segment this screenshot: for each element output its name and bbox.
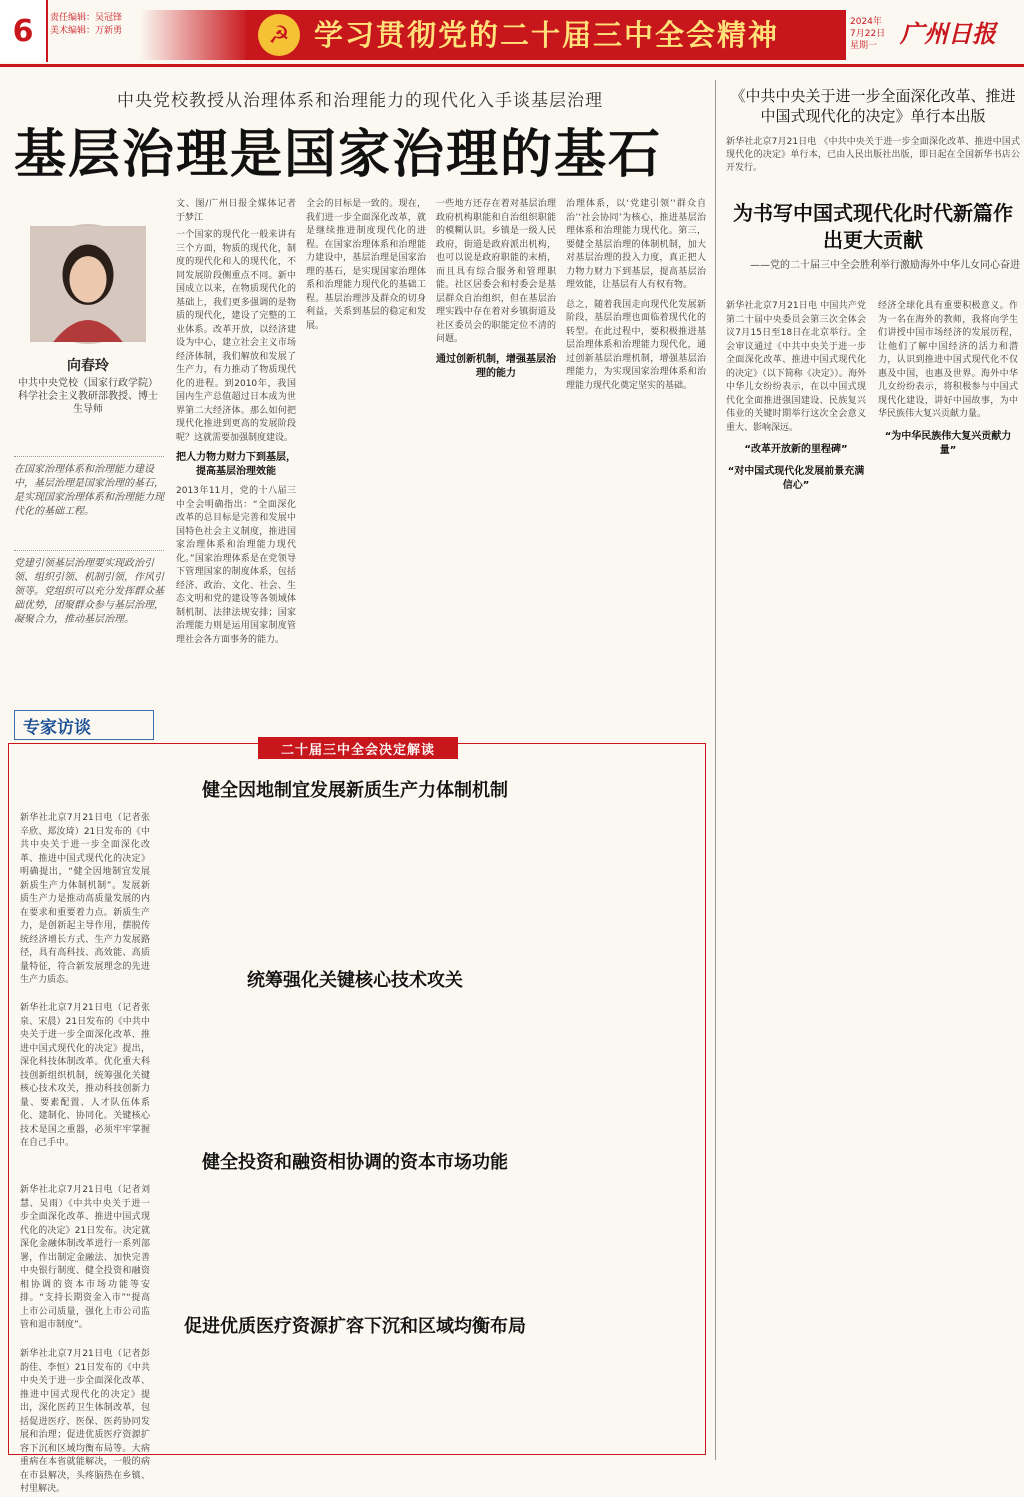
header-divider	[0, 64, 1024, 67]
article-column	[566, 198, 706, 753]
news-subtitle: ——党的二十届三中全会胜利举行激励海外中华儿女同心奋进	[750, 260, 1020, 271]
column-divider	[715, 80, 716, 1460]
author-portrait	[30, 224, 146, 344]
pull-quote: 在国家治理体系和治理能力建设中，基层治理是国家治理的基石，是实现国家治理体系和治理能力现代化的基础工程。	[14, 456, 164, 519]
pull-quote: 党建引领基层治理要实现政治引领、组织引领、机制引领，作风引领等。党组织可以充分发挥群众基础优势，团聚群众参与基层治理，凝聚合力，推动基层治理。	[14, 550, 164, 627]
editor-line: 美术编辑：万新勇	[50, 26, 123, 36]
news-subhead: “改革开放新的里程碑”	[744, 444, 848, 455]
page-header	[0, 0, 1024, 70]
author-name: 向春玲	[67, 358, 109, 374]
article-subhead: 把人力物力财力下到基层，提高基层治理效能	[176, 452, 296, 477]
article-subhead: 通过创新机制，增强基层治理的能力	[436, 353, 556, 379]
banner-fade	[140, 10, 250, 60]
editor-credits	[50, 12, 140, 38]
news-column	[726, 300, 866, 1460]
decision-body: 新华社北京7月21日电（记者张辛欣、郑汝琦）21日发布的《中共中央关于进一步全面深化改革、推进中国式现代化的决定》明确提出，“健全因地制宜发展新质生产力体制机制”。发展新质生产力是推动高质量发展的内在要求和重要着力点。新质生产力，是创新起主导作用，摆脱传统经济增长方式、生产力发展路径，具有高科技、高效能、高质量特征，符合新发展理念的先进生产力质态。	[20, 813, 150, 985]
decision-headline: 统筹强化关键核心技术攻关	[247, 970, 463, 991]
column-text: 全会的目标是一致的。现在，我们进一步全面深化改革，就是继续推进制度现代化的进程。在国家治理体系和治理能力建设中，基层治理是国家治理的基石，是实现国家治理体系和治理能力现代化的基础工程。基层治理涉及群众的切身利益，关系到基层的稳定和发展。	[306, 199, 426, 331]
newspaper-name: 广州日报	[900, 19, 996, 48]
decision-body: 新华社北京7月21日电（记者张泉、宋晨）21日发布的《中共中央关于进一步全面深化改革、推进中国式现代化的决定》提出，深化科技体制改革。优化重大科技创新组织机制，统筹强化关键核心技术攻关，推动科技创新力量、要素配置、人才队伍体系化、建制化、协同化。关键核心技术是国之重器，必须牢牢掌握在自己手中。	[20, 1003, 150, 1148]
news-headline: 《中共中央关于进一步全面深化改革、推进中国式现代化的决定》单行本出版	[730, 87, 1016, 125]
author-photo	[30, 224, 146, 344]
date-day: 7月22日	[850, 29, 886, 39]
byline: 文、图/广州日报全媒体记者于梦江	[176, 199, 296, 223]
hammer-sickle-icon: ☭	[258, 14, 300, 56]
editor-line: 责任编辑：吴冠锋	[50, 13, 123, 23]
banner-title: 学习贯彻党的二十届三中全会精神	[314, 18, 780, 52]
decision-headline: 促进优质医疗资源扩容下沉和区域均衡布局	[184, 1316, 526, 1337]
decision-body: 新华社北京7月21日电（记者彭韵佳、李恒）21日发布的《中共中央关于进一步全面深化改革、推进中国式现代化的决定》提出，深化医药卫生体制改革，包括促进医疗、医保、医药协同发展和治理；促进优质医疗资源扩容下沉和区域均衡布局等。大病重病在本省就能解决，一般的病在市县解决，头疼脑热在乡镇、村里解决。	[20, 1349, 150, 1494]
news-body: 新华社北京7月21日电 《中共中央关于进一步全面深化改革、推进中国式现代化的决定》单行本，已由人民出版社出版，即日起在全国新华书店公开发行。	[726, 137, 1020, 173]
decision-body: 新华社北京7月21日电（记者刘慧、吴雨）《中共中央关于进一步全面深化改革、推进中国式现代化的决定》21日发布。决定就深化金融体制改革进行一系列部署，作出制定金融法、加快完善中央银行制度、健全投资和融资相协调的资本市场功能等安排。“支持长期资金入市”“提高上市公司质量，强化上市公司监管和退市制度”。	[20, 1185, 150, 1330]
decision-headline: 健全因地制宜发展新质生产力体制机制	[202, 780, 508, 801]
decision-box-tab: 二十届三中全会决定解读	[258, 737, 458, 759]
news-headline: 为书写中国式现代化时代新篇作出更大贡献	[733, 201, 1013, 252]
column-text: 治理体系，以‘党建引领’‘群众自治’‘社会协同’为核心，推进基层治理体系和治理能力现代化。第三，要健全基层治理的体制机制，加大对基层治理的投入力度，真正把人力物力财力下到基层，提高基层治理效能，让基层有人有权有物。	[566, 199, 706, 290]
decision-headline: 健全投资和融资相协调的资本市场功能	[202, 1152, 508, 1173]
article-kicker: 中央党校教授从治理体系和治理能力的现代化入手谈基层治理	[117, 91, 603, 111]
news-column	[878, 300, 1018, 1460]
column-text: 总之，随着我国走向现代化发展新阶段，基层治理也面临着现代化的转型。在此过程中，要积极推进基层治理体系和治理能力现代化，通过创新基层治理机制，增强基层治理能力，为实现国家治理体系和治理能力现代化奠定坚实的基础。	[566, 299, 706, 391]
newspaper-logo	[900, 14, 1020, 50]
article-column	[176, 198, 296, 753]
article-headline: 基层治理是国家治理的基石	[14, 124, 663, 185]
news-subhead: “为中华民族伟大复兴贡献力量”	[884, 430, 1012, 456]
date-year: 2024年	[850, 17, 882, 27]
article-column	[436, 198, 556, 753]
column-text: 新华社北京7月21日电 中国共产党第二十届中央委员会第三次全体会议7月15日至18日在北京举行。全会审议通过《中共中央关于进一步全面深化改革、推进中国式现代化的决定》（以下简称《决定》）。海外中华儿女纷纷表示，在以中国式现代化全面推进强国建设、民族复兴伟业的关键时期举行这次全会意义重大、影响深远。	[726, 301, 866, 433]
news-subhead: “对中国式现代化发展前景充满信心”	[727, 466, 865, 491]
date-weekday: 星期一	[850, 41, 878, 51]
column-text: 一些地方还存在着对基层治理政府机构职能和自治组织职能的模糊认识。乡镇是一级人民政府，街道是政府派出机构，也可以说是政府职能的末梢，而且具有综合服务和管理职能。社区居委会和村委会是基层群众自治组织，但在基层治理实践中存在着对乡镇街道及社区委员会的职能定位不清的问题。	[436, 199, 556, 344]
column-text: 2013年11月，党的十八届三中全会明确指出：“全面深化改革的总目标是完善和发展中国特色社会主义制度，推进国家治理体系和治理能力现代化。”国家治理体系是在党领导下管理国家的制度体系，包括经济、政治、文化、社会、生态文明和党的建设等各领域体制机制、法律法规安排；国家治理能力则是运用国家制度管理社会各方面事务的能力。	[176, 486, 296, 645]
column-text: 经济全球化具有重要积极意义。作为一名在海外的教师，我将向学生们讲授中国市场经济的发展历程，让他们了解中国经济的活力和潜力，认识到推进中国式现代化不仅惠及中国，也惠及世界。海外中华儿女纷纷表示，将积极参与中国式现代化建设，讲好中国故事，为中华民族伟大复兴贡献力量。	[878, 301, 1018, 419]
article-column	[306, 198, 426, 753]
page-number: 6	[0, 0, 48, 62]
column-text: 一个国家的现代化一般来讲有三个方面，物质的现代化，制度的现代化和人的现代化，不同发展阶段侧重点不同。新中国成立以来，在物质现代化的基础上，我们更多强调的是物质的现代化，建设了完整的工业体系。改革开放，以经济建设为中心，建立社会主义市场经济体制，我们解放和发展了生产力，有力推动了物质现代化的进程。到2010年，我国国内生产总值超过日本成为世界第二大经济体。那么如何把现代化推进到更高的发展阶段呢？这就需要加强制度建设。	[176, 230, 296, 443]
expert-interview-tag: 专家访谈	[14, 710, 154, 740]
issue-date	[850, 16, 900, 52]
author-title: 中共中央党校（国家行政学院）科学社会主义教研部教授、博士生导师	[18, 378, 158, 415]
